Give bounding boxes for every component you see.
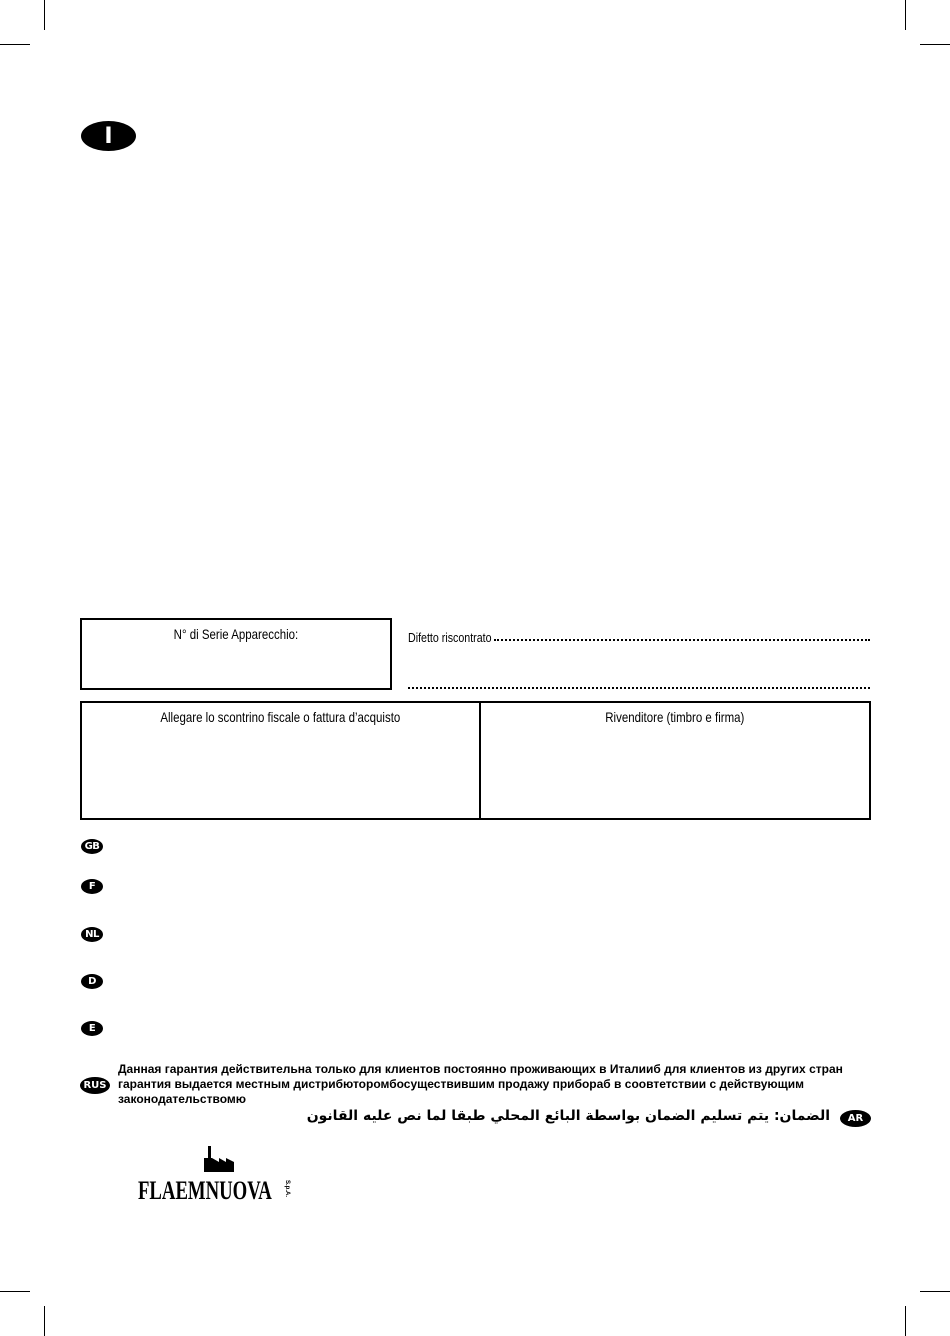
flaemnuova-logo bbox=[138, 1142, 308, 1212]
defect-line-2 bbox=[408, 687, 870, 689]
language-badge-f: F bbox=[81, 879, 103, 894]
dealer-label: Rivenditore (timbro e firma) bbox=[605, 709, 745, 725]
crop-mark bbox=[905, 1306, 906, 1336]
serial-number-box bbox=[80, 618, 392, 690]
logo-suffix: S.p.A. bbox=[284, 1180, 290, 1198]
language-badge-gb: GB bbox=[81, 839, 103, 854]
crop-mark bbox=[905, 0, 906, 30]
crop-mark bbox=[920, 44, 950, 45]
crop-mark bbox=[0, 1291, 30, 1292]
arabic-warranty-text: الضمان: يتم تسليم الضمان بواسطة البائع المحلي طبقا لما نص عليه القانون bbox=[306, 1108, 830, 1124]
crop-mark bbox=[0, 44, 30, 45]
russian-warranty-text: Данная гарантия действительна только для клиентов постоянно проживающих в Италииб для клиентов из других стран гарантия выдается местным дистрибюторомбосуществившим продажу прибораб в соовтетствии с действующим законодательствомю bbox=[118, 1062, 843, 1106]
dealer-box bbox=[479, 701, 871, 820]
crop-mark bbox=[920, 1291, 950, 1292]
factory-icon bbox=[204, 1146, 234, 1172]
receipt-box bbox=[80, 701, 481, 820]
defect-line-1 bbox=[494, 639, 870, 641]
receipt-label: Allegare lo scontrino fiscale o fattura d’acquisto bbox=[160, 709, 401, 725]
logo-wordmark: FLAEMNUOVA bbox=[138, 1176, 272, 1205]
serial-number-label: N° di Serie Apparecchio: bbox=[173, 626, 299, 642]
language-badge-d: D bbox=[81, 974, 103, 989]
language-badge-italian: I bbox=[81, 121, 136, 151]
crop-mark bbox=[44, 0, 45, 30]
language-badge-ar: AR bbox=[840, 1110, 871, 1127]
language-badge-rus: RUS bbox=[80, 1077, 110, 1094]
crop-mark bbox=[44, 1306, 45, 1336]
defect-label: Difetto riscontrato bbox=[408, 630, 492, 645]
language-badge-nl: NL bbox=[81, 927, 103, 942]
language-badge-e: E bbox=[81, 1021, 103, 1036]
